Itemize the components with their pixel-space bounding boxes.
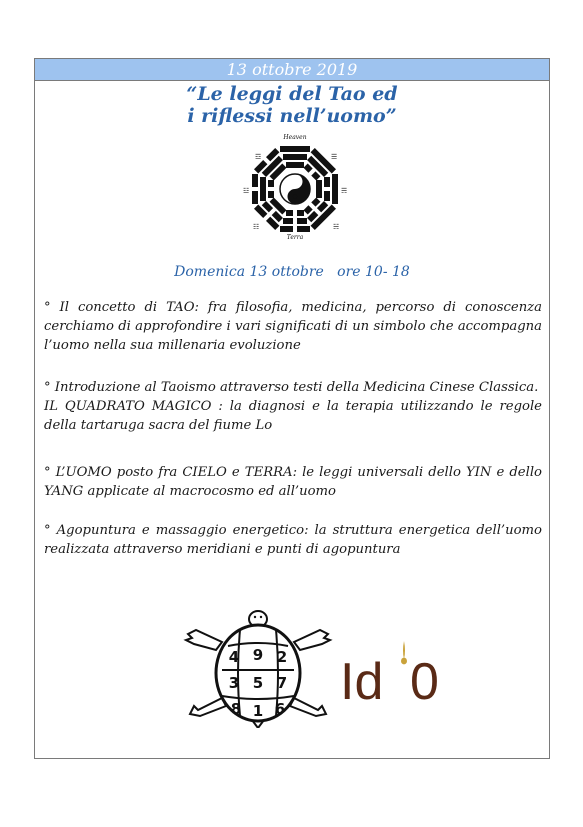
glyph-mark: ☳ [243,187,250,195]
magic-square-cell: 9 [252,646,264,664]
ido-drop-icon [401,658,407,665]
event-date: 13 ottobre 2019 [226,60,358,79]
topic-paragraph: ° Introduzione al Taoismo attraverso testi della Medicina Cinese Classica. IL QUADRATO MAGICO : la diagnosi e la terapia utilizzando le regole della tartaruga sacra del fiume Lo [44,380,542,433]
magic-square-cell: 2 [276,648,288,666]
glyph-mark: ☴ [341,187,348,195]
bagua-yin-yang-icon [239,131,351,247]
topic-paragraph: ° Il concetto di TAO: fra filosofia, medicina, percorso di conoscenza cerchiamo di approfondire i vari significati di un simbolo che accompagna l’uomo nella sua millenaria evoluzione [44,300,542,353]
ido-logo [338,637,450,707]
ido-logo-text-right: 0 [410,653,439,707]
glyph-mark: ☷ [253,223,260,231]
event-frame [34,58,550,759]
bagua-bottom-label: Terra [286,234,304,241]
glyph-mark: ☰ [331,153,338,161]
magic-square-cell: 5 [252,674,264,692]
bagua-top-label: Heaven [283,134,307,141]
glyph-mark: ☲ [255,153,262,161]
bagua-trigram [280,146,310,168]
magic-square-cell: 1 [252,702,264,720]
bagua-trigram [316,174,338,204]
topic-paragraph: ° Agopuntura e massaggio energetico: la struttura energetica dell’uomo realizzata attraverso meridiani e punti di agopuntura [44,523,542,557]
title-line-2: i riflessi nell’uomo” [187,105,397,127]
magic-square-cell: 7 [276,674,288,692]
magic-square-turtle-icon [182,610,334,728]
bagua-trigram [252,174,274,204]
ido-drop-icon [403,641,405,659]
event-schedule: Domenica 13 ottobre ore 10- 18 [174,264,410,280]
topic-paragraph: ° L’UOMO posto fra CIELO e TERRA: le leggi universali dello YIN e dello YANG applicate al macrocosmo ed all’uomo [44,465,542,499]
event-title [35,83,549,127]
title-line-1: “Le leggi del Tao ed [186,83,398,105]
ido-logo-text-left: Id [340,653,384,707]
bagua-trigram [280,210,310,232]
date-bar [35,59,549,81]
magic-square-cell: 4 [228,648,240,666]
glyph-mark: ☵ [333,223,340,231]
magic-square-cell: 3 [228,674,240,692]
magic-square-cell: 6 [274,700,286,718]
magic-square-cell: 8 [230,700,242,718]
